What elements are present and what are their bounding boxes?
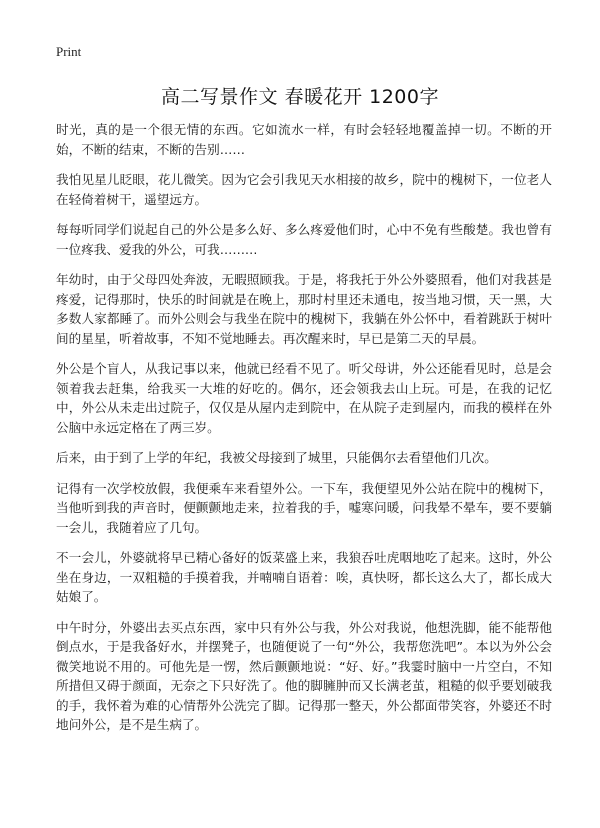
paragraph: 后来，由于到了上学的年纪，我被父母接到了城里，只能偶尔去看望他们几次。 — [56, 450, 497, 465]
paragraph: 时光，真的是一个很无情的东西。它如流水一样，有时会轻轻地覆盖掉一切。不断的开始，不断的结束，不断的告别…… — [56, 122, 552, 157]
paragraph: 记得有一次学校放假，我便乘车来看望外公。一下车，我便望见外公站在院中的槐树下，当他听到我的声音时，便颤颤地走来，拉着我的手，嘘寒问暖，问我晕不晕车，要不要躺一会儿，我随着应了几句。 — [56, 480, 552, 535]
paragraph: 我怕见星儿眨眼，花儿微笑。因为它会引我见天水相接的故乡，院中的槐树下，一位老人在轻倚着树干，遥望远方。 — [56, 172, 552, 207]
paragraph: 年幼时，由于父母四处奔波，无暇照顾我。于是，将我托于外公外婆照看，他们对我甚是疼爱，记得那时，快乐的时间就是在晚上，那时村里还未通电，按当地习惯，天一黑，大多数人家都睡了。而外公则会与我坐在院中的槐树下，我躺在外公怀中，看着跳跃于树叶间的星星，听着故事，不知不觉地睡去。再次醒来时，早已是第二天的早晨。 — [56, 272, 552, 346]
paragraph: 外公是个盲人，从我记事以来，他就已经看不见了。听父母讲，外公还能看见时，总是会领着我去赶集，给我买一大堆的好吃的。偶尔，还会领我去山上玩。可是，在我的记忆中，外公从未走出过院子，仅仅是从屋内走到院中，在从院子走到屋内，而我的模样在外公脑中永远定格在了两三岁。 — [56, 361, 552, 435]
print-link[interactable]: Print — [56, 44, 82, 59]
article-body — [56, 120, 552, 746]
document-title: 高二写景作文 春暖花开 1200字 — [161, 86, 439, 108]
paragraph: 中午时分，外婆出去买点东西，家中只有外公与我，外公对我说，他想洗脚，能不能帮他倒点水，于是我备好水，并摆凳子，也随便说了一句“外公，我帮您洗吧”。本以为外公会微笑地说不用的。可他先是一愣，然后颤颤地说：“好、好。”我霎时脑中一片空白，不知所措但又碍于颜面，无奈之下只好洗了。他的脚臃肿而又长满老茧，粗糙的似乎要划破我的手，我怀着为难的心情帮外公洗完了脚。记得那一整天，外公都面带笑容，外婆还不时地问外公，是不是生病了。 — [56, 619, 552, 732]
paragraph: 每每听同学们说起自己的外公是多么好、多么疼爱他们时，心中不免有些酸楚。我也曾有一位疼我、爱我的外公，可我……… — [56, 222, 552, 257]
paragraph: 不一会儿，外婆就将早已精心备好的饭菜盛上来，我狼吞吐虎咽地吃了起来。这时，外公坐在身边，一双粗糙的手摸着我，并喃喃自语着：唉，真快呀，都长这么大了，都长成大姑娘了。 — [56, 550, 552, 604]
